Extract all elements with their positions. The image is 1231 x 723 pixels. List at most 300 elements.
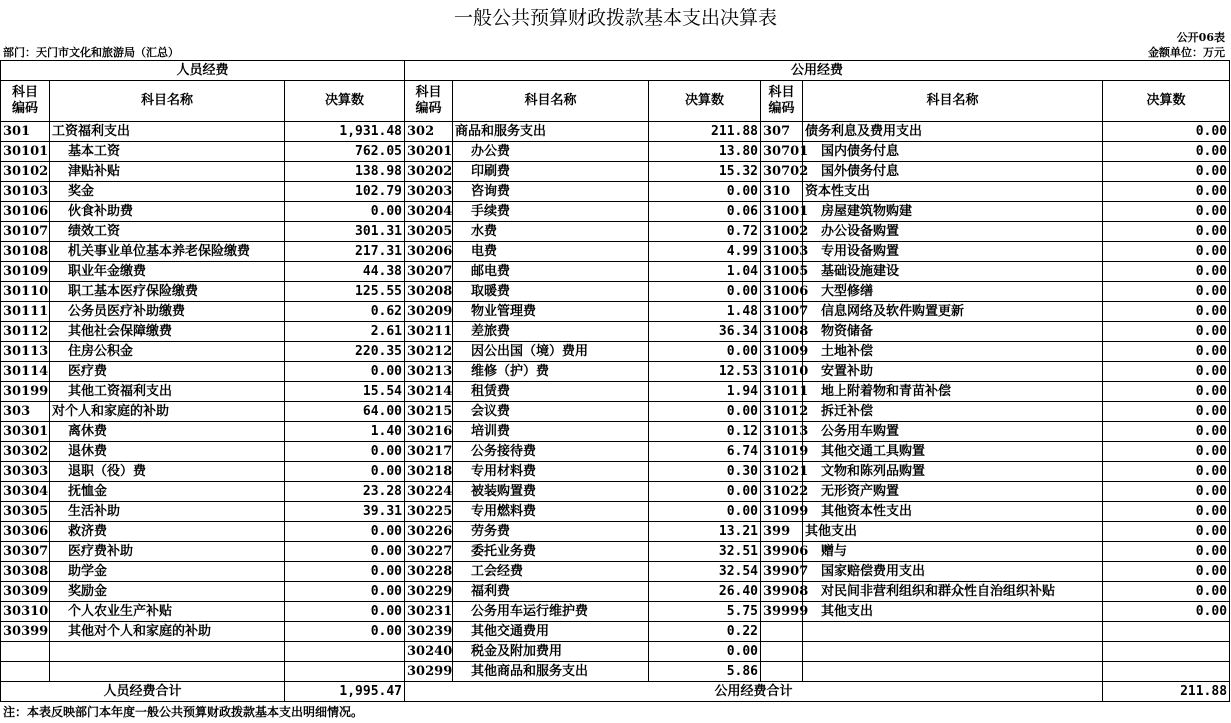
public-code: 30212 — [405, 342, 453, 362]
public-amount: 0.00 — [1103, 402, 1230, 422]
public-name: 其他交通工具购置 — [803, 442, 1103, 462]
public-code: 31007 — [761, 302, 803, 322]
public-name: 因公出国（境）费用 — [453, 342, 649, 362]
section-public: 公用经费 — [405, 61, 1230, 81]
public-name: 租赁费 — [453, 382, 649, 402]
public-code: 30205 — [405, 222, 453, 242]
public-name: 其他支出 — [803, 522, 1103, 542]
public-code: 39907 — [761, 562, 803, 582]
public-code: 30218 — [405, 462, 453, 482]
personnel-code: 30112 — [1, 322, 50, 342]
public-amount: 0.00 — [1103, 522, 1230, 542]
public-code: 302 — [405, 122, 453, 142]
public-code: 399 — [761, 522, 803, 542]
public-code: 30239 — [405, 622, 453, 642]
header-amount: 决算数 — [649, 81, 761, 122]
public-name: 差旅费 — [453, 322, 649, 342]
public-name: 办公费 — [453, 142, 649, 162]
public-code: 30213 — [405, 362, 453, 382]
public-code: 30215 — [405, 402, 453, 422]
public-code: 30204 — [405, 202, 453, 222]
public-name: 房屋建筑物购建 — [803, 202, 1103, 222]
public-name: 印刷费 — [453, 162, 649, 182]
public-amount: 0.00 — [1103, 542, 1230, 562]
personnel-code: 30114 — [1, 362, 50, 382]
public-name: 国家赔偿费用支出 — [803, 562, 1103, 582]
public-amount: 15.32 — [649, 162, 761, 182]
header-amount: 决算数 — [1103, 81, 1230, 122]
personnel-name: 津贴补贴 — [50, 162, 285, 182]
public-code: 30201 — [405, 142, 453, 162]
public-amount: 0.00 — [1103, 182, 1230, 202]
personnel-amount: 125.55 — [285, 282, 405, 302]
table-row — [1, 522, 1230, 542]
public-code: 30214 — [405, 382, 453, 402]
public-amount: 0.00 — [1103, 362, 1230, 382]
public-name: 基础设施建设 — [803, 262, 1103, 282]
public-name: 培训费 — [453, 422, 649, 442]
public-code: 307 — [761, 122, 803, 142]
public-name: 其他交通费用 — [453, 622, 649, 642]
public-amount: 211.88 — [649, 122, 761, 142]
public-code: 31022 — [761, 482, 803, 502]
public-amount: 1.48 — [649, 302, 761, 322]
personnel-amount: 2.61 — [285, 322, 405, 342]
personnel-code: 30310 — [1, 602, 50, 622]
table-row — [1, 302, 1230, 322]
personnel-amount: 0.00 — [285, 442, 405, 462]
public-amount: 0.00 — [1103, 422, 1230, 442]
public-amount: 0.72 — [649, 222, 761, 242]
header-amount: 决算数 — [285, 81, 405, 122]
table-row — [1, 242, 1230, 262]
personnel-name: 其他社会保障缴费 — [50, 322, 285, 342]
personnel-code: 30108 — [1, 242, 50, 262]
public-code: 30216 — [405, 422, 453, 442]
public-name: 邮电费 — [453, 262, 649, 282]
public-code: 31005 — [761, 262, 803, 282]
personnel-total-amount: 1,995.47 — [285, 682, 405, 702]
public-code — [761, 642, 803, 662]
personnel-name: 奖励金 — [50, 582, 285, 602]
personnel-amount: 1,931.48 — [285, 122, 405, 142]
public-amount: 0.00 — [649, 282, 761, 302]
public-name: 国内债务付息 — [803, 142, 1103, 162]
table-row — [1, 502, 1230, 522]
public-name — [803, 622, 1103, 642]
public-amount: 13.80 — [649, 142, 761, 162]
public-name: 咨询费 — [453, 182, 649, 202]
public-amount: 0.00 — [1103, 462, 1230, 482]
table-row — [1, 442, 1230, 462]
public-amount: 0.00 — [1103, 282, 1230, 302]
public-amount: 0.00 — [649, 642, 761, 662]
personnel-name: 奖金 — [50, 182, 285, 202]
personnel-code: 30103 — [1, 182, 50, 202]
public-amount: 5.75 — [649, 602, 761, 622]
table-row — [1, 642, 1230, 662]
public-amount: 0.22 — [649, 622, 761, 642]
public-name: 公务用车运行维护费 — [453, 602, 649, 622]
personnel-code: 303 — [1, 402, 50, 422]
personnel-amount: 23.28 — [285, 482, 405, 502]
footnote: 注：本表反映部门本年度一般公共预算财政拨款基本支出明细情况。 — [3, 705, 364, 719]
personnel-name: 公务员医疗补助缴费 — [50, 302, 285, 322]
public-name — [803, 642, 1103, 662]
public-code: 30207 — [405, 262, 453, 282]
public-amount: 0.00 — [1103, 342, 1230, 362]
table-row — [1, 482, 1230, 502]
personnel-name: 住房公积金 — [50, 342, 285, 362]
personnel-amount: 220.35 — [285, 342, 405, 362]
public-amount: 5.86 — [649, 662, 761, 682]
public-name: 物业管理费 — [453, 302, 649, 322]
public-name: 商品和服务支出 — [453, 122, 649, 142]
public-code: 30206 — [405, 242, 453, 262]
public-amount: 0.00 — [1103, 442, 1230, 462]
personnel-amount: 39.31 — [285, 502, 405, 522]
public-amount: 32.51 — [649, 542, 761, 562]
public-code: 39999 — [761, 602, 803, 622]
public-amount — [1103, 642, 1230, 662]
personnel-name: 工资福利支出 — [50, 122, 285, 142]
public-name: 办公设备购置 — [803, 222, 1103, 242]
public-name: 专用材料费 — [453, 462, 649, 482]
personnel-name: 对个人和家庭的补助 — [50, 402, 285, 422]
public-code — [761, 662, 803, 682]
personnel-code: 30110 — [1, 282, 50, 302]
public-amount: 1.94 — [649, 382, 761, 402]
public-amount: 0.00 — [1103, 222, 1230, 242]
personnel-code: 30303 — [1, 462, 50, 482]
public-amount: 0.06 — [649, 202, 761, 222]
header-code: 科目 编码 — [1, 81, 50, 122]
table-row — [1, 382, 1230, 402]
section-header-row — [1, 61, 1230, 81]
personnel-name: 退休费 — [50, 442, 285, 462]
public-name: 赠与 — [803, 542, 1103, 562]
public-code: 31012 — [761, 402, 803, 422]
personnel-amount: 1.40 — [285, 422, 405, 442]
public-amount: 0.00 — [649, 402, 761, 422]
personnel-code: 30106 — [1, 202, 50, 222]
public-name: 对民间非营利组织和群众性自治组织补贴 — [803, 582, 1103, 602]
public-amount: 26.40 — [649, 582, 761, 602]
personnel-amount: 0.00 — [285, 362, 405, 382]
personnel-name: 职工基本医疗保险缴费 — [50, 282, 285, 302]
table-row — [1, 622, 1230, 642]
public-name: 资本性支出 — [803, 182, 1103, 202]
personnel-name: 其他工资福利支出 — [50, 382, 285, 402]
public-amount: 0.00 — [649, 182, 761, 202]
page-title: 一般公共预算财政拨款基本支出决算表 — [453, 7, 777, 29]
public-code: 31010 — [761, 362, 803, 382]
public-amount: 0.00 — [1103, 602, 1230, 622]
public-amount: 0.00 — [1103, 162, 1230, 182]
personnel-code: 30308 — [1, 562, 50, 582]
personnel-name: 其他对个人和家庭的补助 — [50, 622, 285, 642]
public-name: 劳务费 — [453, 522, 649, 542]
public-name: 地上附着物和青苗补偿 — [803, 382, 1103, 402]
personnel-name — [50, 662, 285, 682]
public-name: 债务利息及费用支出 — [803, 122, 1103, 142]
personnel-amount: 15.54 — [285, 382, 405, 402]
table-row — [1, 542, 1230, 562]
public-name: 委托业务费 — [453, 542, 649, 562]
public-code: 31021 — [761, 462, 803, 482]
public-name: 被装购置费 — [453, 482, 649, 502]
public-name: 拆迁补偿 — [803, 402, 1103, 422]
personnel-code: 30113 — [1, 342, 50, 362]
table-row — [1, 562, 1230, 582]
public-code: 31008 — [761, 322, 803, 342]
public-name: 福利费 — [453, 582, 649, 602]
public-code: 30224 — [405, 482, 453, 502]
personnel-name: 绩效工资 — [50, 222, 285, 242]
public-code: 30229 — [405, 582, 453, 602]
table-row — [1, 122, 1230, 142]
public-amount: 0.00 — [1103, 302, 1230, 322]
table-row — [1, 582, 1230, 602]
public-amount: 0.00 — [649, 502, 761, 522]
personnel-total-label: 人员经费合计 — [1, 682, 285, 702]
personnel-amount: 0.62 — [285, 302, 405, 322]
personnel-amount — [285, 642, 405, 662]
personnel-name: 基本工资 — [50, 142, 285, 162]
personnel-code: 30309 — [1, 582, 50, 602]
column-header-row — [1, 81, 1230, 122]
public-name: 无形资产购置 — [803, 482, 1103, 502]
table-row — [1, 162, 1230, 182]
personnel-code: 30301 — [1, 422, 50, 442]
totals-row — [1, 682, 1230, 702]
personnel-amount: 138.98 — [285, 162, 405, 182]
public-code: 31002 — [761, 222, 803, 242]
header-name: 科目名称 — [453, 81, 649, 122]
personnel-name: 个人农业生产补贴 — [50, 602, 285, 622]
header-code: 科目 编码 — [405, 81, 453, 122]
public-name: 专用设备购置 — [803, 242, 1103, 262]
table-row — [1, 602, 1230, 622]
personnel-amount: 0.00 — [285, 202, 405, 222]
public-name: 国外债务付息 — [803, 162, 1103, 182]
table-row — [1, 422, 1230, 442]
personnel-name: 医疗费 — [50, 362, 285, 382]
table-row — [1, 462, 1230, 482]
public-name: 安置补助 — [803, 362, 1103, 382]
personnel-code: 30101 — [1, 142, 50, 162]
public-amount: 0.00 — [1103, 322, 1230, 342]
table-row — [1, 402, 1230, 422]
personnel-code — [1, 642, 50, 662]
public-name: 水费 — [453, 222, 649, 242]
public-name: 税金及附加费用 — [453, 642, 649, 662]
section-personnel: 人员经费 — [1, 61, 405, 81]
personnel-code: 30111 — [1, 302, 50, 322]
personnel-code: 30199 — [1, 382, 50, 402]
public-code: 31013 — [761, 422, 803, 442]
public-code: 39906 — [761, 542, 803, 562]
table-row — [1, 202, 1230, 222]
public-amount: 13.21 — [649, 522, 761, 542]
public-amount — [1103, 622, 1230, 642]
table-row — [1, 342, 1230, 362]
public-code: 31011 — [761, 382, 803, 402]
public-amount: 0.00 — [649, 342, 761, 362]
public-code: 31099 — [761, 502, 803, 522]
public-code: 30702 — [761, 162, 803, 182]
public-name: 维修（护）费 — [453, 362, 649, 382]
form-number: 公开06表 — [1176, 31, 1225, 44]
personnel-amount: 0.00 — [285, 562, 405, 582]
public-code — [761, 622, 803, 642]
public-amount: 0.00 — [1103, 502, 1230, 522]
public-code: 30225 — [405, 502, 453, 522]
public-code: 30203 — [405, 182, 453, 202]
public-code: 39908 — [761, 582, 803, 602]
public-code: 31009 — [761, 342, 803, 362]
public-code: 31019 — [761, 442, 803, 462]
public-code: 31003 — [761, 242, 803, 262]
public-code: 30217 — [405, 442, 453, 462]
public-code: 30299 — [405, 662, 453, 682]
public-name: 大型修缮 — [803, 282, 1103, 302]
personnel-amount: 0.00 — [285, 462, 405, 482]
public-name: 其他支出 — [803, 602, 1103, 622]
table-row — [1, 182, 1230, 202]
personnel-name: 救济费 — [50, 522, 285, 542]
public-amount: 6.74 — [649, 442, 761, 462]
table-row — [1, 142, 1230, 162]
public-amount: 1.04 — [649, 262, 761, 282]
public-amount — [1103, 662, 1230, 682]
public-amount: 0.12 — [649, 422, 761, 442]
personnel-name: 离休费 — [50, 422, 285, 442]
personnel-amount: 102.79 — [285, 182, 405, 202]
public-code: 310 — [761, 182, 803, 202]
personnel-code: 30399 — [1, 622, 50, 642]
public-code: 30209 — [405, 302, 453, 322]
personnel-code: 30302 — [1, 442, 50, 462]
public-name: 取暖费 — [453, 282, 649, 302]
personnel-name: 退职（役）费 — [50, 462, 285, 482]
public-amount: 0.00 — [1103, 202, 1230, 222]
public-amount: 0.00 — [1103, 142, 1230, 162]
personnel-code: 30304 — [1, 482, 50, 502]
public-code: 30227 — [405, 542, 453, 562]
public-amount: 12.53 — [649, 362, 761, 382]
personnel-name: 医疗费补助 — [50, 542, 285, 562]
personnel-code: 30102 — [1, 162, 50, 182]
personnel-code: 30306 — [1, 522, 50, 542]
personnel-amount: 0.00 — [285, 582, 405, 602]
public-total-label: 公用经费合计 — [405, 682, 1103, 702]
public-code: 31006 — [761, 282, 803, 302]
personnel-amount — [285, 662, 405, 682]
public-code: 30202 — [405, 162, 453, 182]
public-amount: 4.99 — [649, 242, 761, 262]
personnel-name: 生活补助 — [50, 502, 285, 522]
public-name: 手续费 — [453, 202, 649, 222]
personnel-code: 30109 — [1, 262, 50, 282]
public-code: 30208 — [405, 282, 453, 302]
public-code: 30228 — [405, 562, 453, 582]
public-name: 土地补偿 — [803, 342, 1103, 362]
public-name: 公务接待费 — [453, 442, 649, 462]
personnel-amount: 301.31 — [285, 222, 405, 242]
public-name: 电费 — [453, 242, 649, 262]
table-row — [1, 362, 1230, 382]
personnel-amount: 762.05 — [285, 142, 405, 162]
public-name: 会议费 — [453, 402, 649, 422]
table-row — [1, 662, 1230, 682]
personnel-amount: 0.00 — [285, 542, 405, 562]
public-amount: 0.00 — [1103, 242, 1230, 262]
public-amount: 0.00 — [1103, 122, 1230, 142]
personnel-code — [1, 662, 50, 682]
public-amount: 32.54 — [649, 562, 761, 582]
personnel-amount: 0.00 — [285, 602, 405, 622]
public-name: 信息网络及软件购置更新 — [803, 302, 1103, 322]
personnel-name: 助学金 — [50, 562, 285, 582]
public-name: 物资储备 — [803, 322, 1103, 342]
public-name: 文物和陈列品购置 — [803, 462, 1103, 482]
public-name: 公务用车购置 — [803, 422, 1103, 442]
personnel-amount: 44.38 — [285, 262, 405, 282]
personnel-name: 抚恤金 — [50, 482, 285, 502]
public-amount: 0.00 — [649, 482, 761, 502]
personnel-amount: 217.31 — [285, 242, 405, 262]
header-name: 科目名称 — [50, 81, 285, 122]
table-row — [1, 262, 1230, 282]
header-name: 科目名称 — [803, 81, 1103, 122]
public-code: 30240 — [405, 642, 453, 662]
public-amount: 0.00 — [1103, 482, 1230, 502]
public-code: 30701 — [761, 142, 803, 162]
public-code: 30226 — [405, 522, 453, 542]
header-code: 科目 编码 — [761, 81, 803, 122]
public-code: 31001 — [761, 202, 803, 222]
personnel-code: 30305 — [1, 502, 50, 522]
department-label: 部门：天门市文化和旅游局（汇总） — [3, 46, 179, 59]
personnel-amount: 64.00 — [285, 402, 405, 422]
public-amount: 36.34 — [649, 322, 761, 342]
personnel-name — [50, 642, 285, 662]
public-name: 其他商品和服务支出 — [453, 662, 649, 682]
expenditure-table — [0, 60, 1230, 702]
public-name: 其他资本性支出 — [803, 502, 1103, 522]
public-amount: 0.30 — [649, 462, 761, 482]
public-amount: 0.00 — [1103, 382, 1230, 402]
public-code: 30231 — [405, 602, 453, 622]
public-amount: 0.00 — [1103, 262, 1230, 282]
personnel-name: 机关事业单位基本养老保险缴费 — [50, 242, 285, 262]
personnel-code: 301 — [1, 122, 50, 142]
personnel-name: 伙食补助费 — [50, 202, 285, 222]
table-row — [1, 322, 1230, 342]
public-code: 30211 — [405, 322, 453, 342]
public-amount: 0.00 — [1103, 582, 1230, 602]
public-name: 工会经费 — [453, 562, 649, 582]
public-total-amount: 211.88 — [1103, 682, 1230, 702]
unit-label: 金额单位：万元 — [1148, 46, 1225, 59]
table-row — [1, 222, 1230, 242]
table-row — [1, 282, 1230, 302]
personnel-name: 职业年金缴费 — [50, 262, 285, 282]
personnel-code: 30307 — [1, 542, 50, 562]
personnel-amount: 0.00 — [285, 522, 405, 542]
personnel-code: 30107 — [1, 222, 50, 242]
